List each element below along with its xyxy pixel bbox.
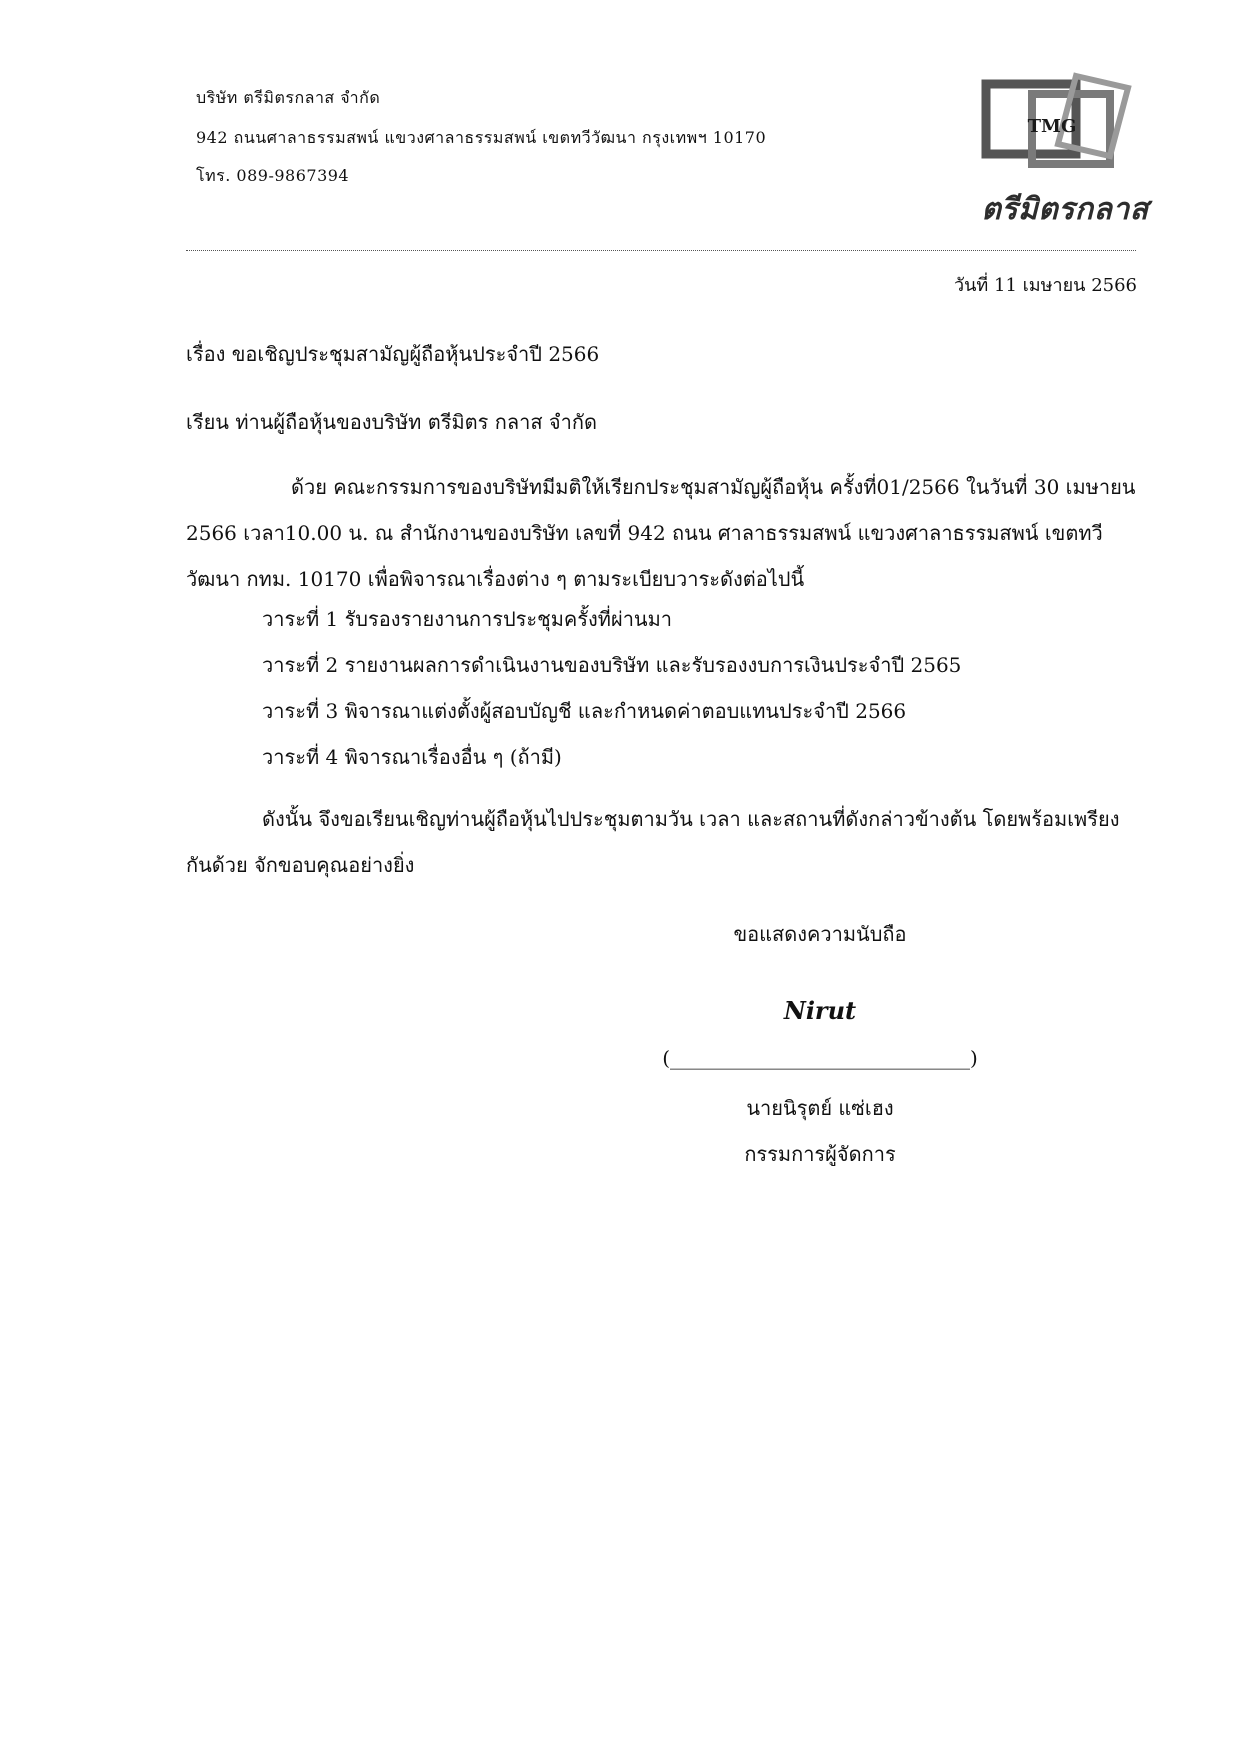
signature-line: (______________________________) [662,1046,978,1070]
agenda-item: วาระที่ 2 รายงานผลการดำเนินงานของบริษัท และรับรองงบการเงินประจำปี 2565 [262,653,962,677]
letter-date: วันที่ 11 เมษายน 2566 [954,275,1137,296]
letter-salutation: เรียน ท่านผู้ถือหุ้นของบริษัท ตรีมิตร กลาส จำกัด [186,410,597,434]
logo-name: ตรีมิตรกลาส [981,192,1149,227]
signer-position: กรรมการผู้จัดการ [744,1142,896,1166]
signer-name: นายนิรุตย์ แซ่เฮง [746,1096,894,1120]
logo-mark-text: TMG [1027,116,1077,137]
agenda-item: วาระที่ 1 รับรองรายงานการประชุมครั้งที่ผ่านมา [262,607,673,631]
logo-frames-icon [980,70,1150,190]
agenda-list [262,596,1132,780]
signature: Nirut [783,996,857,1025]
letter-intro: ด้วย คณะกรรมการของบริษัทมีมติให้เรียกประชุมสามัญผู้ถือหุ้น ครั้งที่01/2566 ในวันที่ 30 เมษายน 2566 เวลา10.00 น. ณ สำนักงานของบริษัท เลขที่ 942 ถนน ศาลาธรรมสพน์ แขวงศาลาธรรมสพน์ เขตทวีวัฒนา กทม. 10170 เพื่อพิจารณาเรื่องต่าง ๆ ตามระเบียบวาระดังต่อไปนี้ [186,475,1136,591]
company-address: 942 ถนนศาลาธรรมสพน์ แขวงศาลาธรรมสพน์ เขตทวีวัฒนา กรุงเทพฯ 10170 [196,128,767,147]
agenda-item: วาระที่ 3 พิจารณาแต่งตั้งผู้สอบบัญชี และกำหนดค่าตอบแทนประจำปี 2566 [262,699,907,723]
header-divider [186,250,1136,251]
agenda-item: วาระที่ 4 พิจารณาเรื่องอื่น ๆ (ถ้ามี) [262,745,562,769]
letter-subject: เรื่อง ขอเชิญประชุมสามัญผู้ถือหุ้นประจำปี 2566 [186,342,600,366]
company-name: บริษัท ตรีมิตรกลาส จำกัด [196,88,381,107]
letter-closing: ดังนั้น จึงขอเรียนเชิญท่านผู้ถือหุ้นไปประชุมตามวัน เวลา และสถานที่ดังกล่าวข้างต้น โดยพร้อมเพรียงกันด้วย จักขอบคุณอย่างยิ่ง [186,807,1120,877]
company-phone: โทร. 089-9867394 [196,166,350,185]
letter-regards: ขอแสดงความนับถือ [733,922,907,946]
company-logo [980,70,1150,235]
